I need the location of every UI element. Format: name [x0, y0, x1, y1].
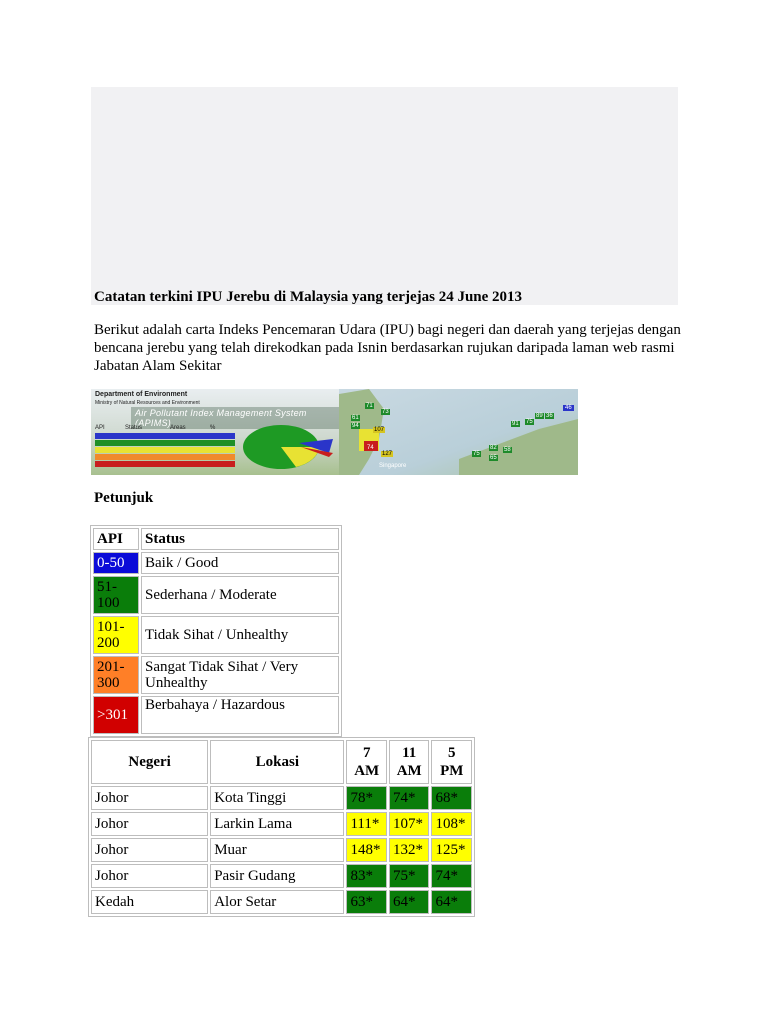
map-reading: 73 — [382, 409, 389, 415]
map-reading: 46 — [565, 405, 572, 411]
map-reading: 91 — [512, 421, 519, 427]
legend-status: Tidak Sihat / Unhealthy — [141, 616, 339, 654]
cell-lokasi: Muar — [210, 838, 344, 862]
banner-legend-swatch-very-unhealthy — [95, 454, 235, 460]
legend-status: Baik / Good — [141, 552, 339, 574]
map-reading: 36 — [546, 413, 553, 419]
cell-7am: 78* — [346, 786, 386, 810]
header-negeri: Negeri — [91, 740, 208, 784]
cell-lokasi: Alor Setar — [210, 890, 344, 914]
legend-range-hazardous: >301 — [93, 696, 139, 734]
legend-row — [93, 696, 339, 734]
map-reading: 58 — [504, 447, 511, 453]
banner-mini-legend — [95, 433, 235, 468]
cell-5pm: 64* — [431, 890, 472, 914]
api-readings-table — [88, 737, 475, 917]
banner-map-panel — [339, 389, 578, 475]
cell-11am: 64* — [389, 890, 429, 914]
table-row — [91, 864, 472, 888]
banner-department — [95, 391, 200, 407]
api-legend-table — [90, 525, 342, 737]
table-row — [91, 786, 472, 810]
cell-11am: 132* — [389, 838, 429, 862]
banner-pie-chart — [241, 417, 336, 472]
header-lokasi: Lokasi — [210, 740, 344, 784]
map-reading: 61 — [352, 415, 359, 421]
table-row — [91, 812, 472, 836]
legend-header-api: API — [93, 528, 139, 550]
banner-system-title: Air Pollutant Index Management System (APIMS) — [131, 407, 339, 429]
banner-legend-swatch-good — [95, 433, 235, 439]
legend-row — [93, 552, 339, 574]
cell-11am: 75* — [389, 864, 429, 888]
cell-negeri: Johor — [91, 838, 208, 862]
legend-row — [93, 576, 339, 614]
cell-lokasi: Pasir Gudang — [210, 864, 344, 888]
legend-status: Sederhana / Moderate — [141, 576, 339, 614]
map-reading: 75 — [473, 451, 480, 457]
cell-lokasi: Kota Tinggi — [210, 786, 344, 810]
cell-5pm: 108* — [431, 812, 472, 836]
api-header-row — [91, 740, 472, 784]
banner-legend-header: % — [210, 425, 216, 431]
map-reading: 107 — [374, 427, 385, 433]
ad-placeholder — [91, 87, 678, 305]
cell-7am: 111* — [346, 812, 386, 836]
cell-negeri: Johor — [91, 786, 208, 810]
map-reading: 71 — [366, 403, 373, 409]
legend-range-moderate: 51-100 — [93, 576, 139, 614]
header-11am: 11 AM — [389, 740, 429, 784]
cell-5pm: 74* — [431, 864, 472, 888]
cell-negeri: Kedah — [91, 890, 208, 914]
map-reading: 89 — [536, 413, 543, 419]
legend-row — [93, 656, 339, 694]
table-row — [91, 890, 472, 914]
legend-heading: Petunjuk — [94, 490, 154, 506]
cell-7am: 148* — [346, 838, 386, 862]
banner-ministry-name: Ministry of Natural Resources and Environment — [95, 400, 200, 406]
legend-status: Berbahaya / Hazardous — [141, 696, 339, 734]
banner-legend-swatch-hazardous — [95, 461, 235, 467]
banner-legend-header: Status — [125, 425, 143, 431]
map-reading: 74 — [367, 445, 374, 451]
legend-range-unhealthy: 101-200 — [93, 616, 139, 654]
legend-range-good: 0-50 — [93, 552, 139, 574]
map-reading: 94 — [352, 423, 359, 429]
banner-left-panel — [91, 389, 339, 475]
cell-lokasi: Larkin Lama — [210, 812, 344, 836]
map-reading: 75 — [526, 419, 533, 425]
page-headline: Catatan terkini IPU Jerebu di Malaysia yang terjejas 24 June 2013 — [94, 289, 523, 305]
map-reading: 127 — [382, 451, 393, 457]
intro-paragraph: Berikut adalah carta Indeks Pencemaran Udara (IPU) bagi negeri dan daerah yang terjejas dengan bencana jerebu yang telah direkodkan pada Isnin berdasarkan rujukan daripada laman web rasmi Jabatan Alam Sekitar — [94, 322, 681, 374]
map-landmass-borneo — [459, 419, 578, 475]
banner-legend-headers — [95, 425, 235, 431]
banner-legend-header: API — [95, 425, 105, 431]
cell-7am: 83* — [346, 864, 386, 888]
cell-11am: 107* — [389, 812, 429, 836]
apims-banner-image — [91, 389, 578, 475]
cell-negeri: Johor — [91, 812, 208, 836]
banner-department-name: Department of Environment — [95, 391, 188, 398]
cell-5pm: 68* — [431, 786, 472, 810]
map-reading: 82 — [490, 445, 497, 451]
table-row — [91, 838, 472, 862]
cell-7am: 63* — [346, 890, 386, 914]
banner-legend-swatch-unhealthy — [95, 447, 235, 453]
banner-legend-header: Areas — [170, 425, 186, 431]
cell-11am: 74* — [389, 786, 429, 810]
map-reading: 65 — [490, 455, 497, 461]
legend-status: Sangat Tidak Sihat / Very Unhealthy — [141, 656, 339, 694]
cell-negeri: Johor — [91, 864, 208, 888]
banner-legend-swatch-moderate — [95, 440, 235, 446]
cell-5pm: 125* — [431, 838, 472, 862]
header-5pm: 5 PM — [431, 740, 472, 784]
legend-header-row — [93, 528, 339, 550]
legend-row — [93, 616, 339, 654]
header-7am: 7 AM — [346, 740, 386, 784]
legend-range-very-unhealthy: 201-300 — [93, 656, 139, 694]
legend-header-status: Status — [141, 528, 339, 550]
map-singapore-label: Singapore — [379, 463, 407, 469]
